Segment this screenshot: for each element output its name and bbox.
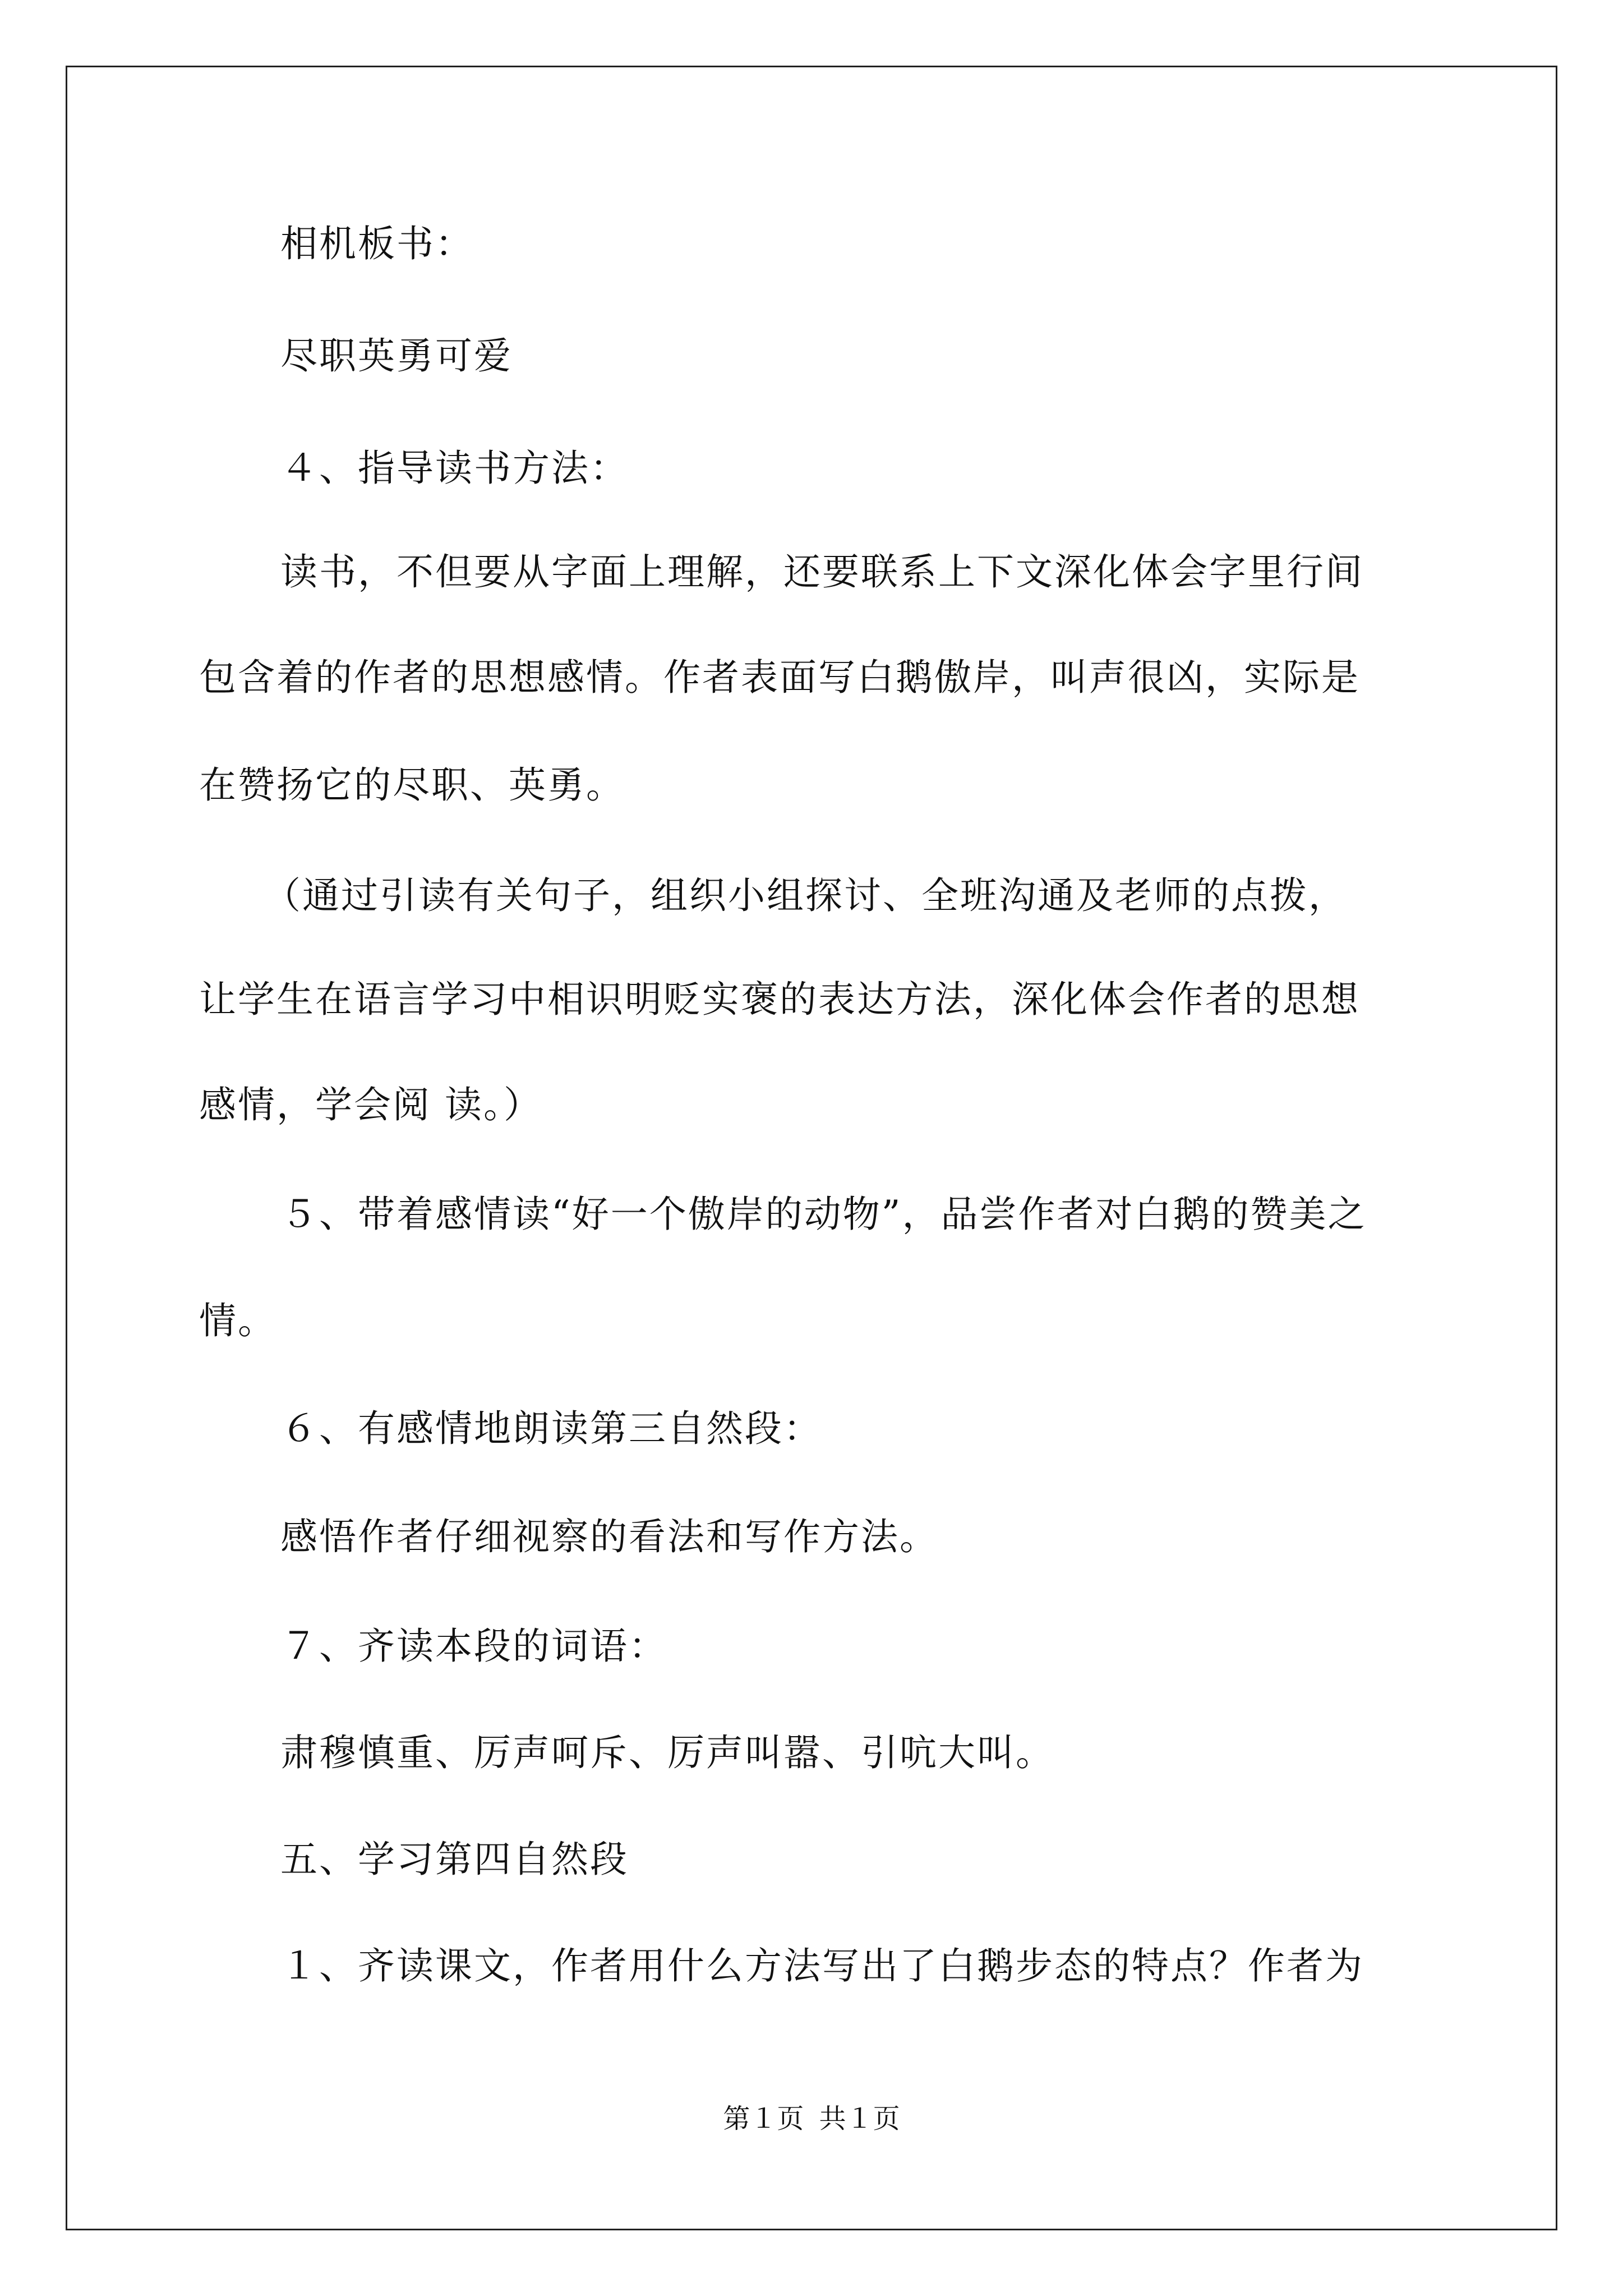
text-line-17: １、齐读课文，作者用什么方法写出了白鹅步态的特点？作者为 <box>280 1944 1364 1987</box>
text-line-16: 五、学习第四自然段 <box>280 1838 629 1881</box>
page-border <box>66 66 1557 2230</box>
text-line-13: 感悟作者仔细视察的看法和写作方法。 <box>280 1515 938 1558</box>
text-line-15: 肃穆慎重、厉声呵斥、厉声叫嚣、引吭大叫。 <box>280 1731 1054 1774</box>
text-line-2: 尽职英勇可爱 <box>280 334 513 378</box>
text-line-5: 包含着的作者的思想感情。作者表面写白鹅傲岸，叫声很凶，实际是 <box>199 656 1360 699</box>
text-line-12: ６、有感情地朗读第三自然段： <box>280 1407 822 1450</box>
text-line-1: 相机板书： <box>280 222 474 265</box>
text-line-7: （通过引读有关句子，组织小组探讨、全班沟通及老师的点拨， <box>264 874 1347 917</box>
text-line-3: ４、指导读书方法： <box>280 447 629 490</box>
text-line-4: 读书，不但要从字面上理解，还要联系上下文深化体会字里行间 <box>280 550 1364 593</box>
page-total: 共１页 <box>819 2103 900 2134</box>
page-number: 第１页 <box>723 2103 804 2134</box>
text-line-10: ５、带着感情读“好一个傲岸的动物”，品尝作者对白鹅的赞美之 <box>280 1193 1367 1236</box>
text-line-11: 情。 <box>199 1299 276 1342</box>
text-line-9: 感情，学会阅 读。） <box>199 1083 542 1126</box>
text-line-8: 让学生在语言学习中相识明贬实褒的表达方法，深化体会作者的思想 <box>199 978 1360 1021</box>
page-footer <box>0 2102 1623 2136</box>
text-line-6: 在赞扬它的尽职、英勇。 <box>199 763 625 807</box>
text-line-14: ７、齐读本段的词语： <box>280 1625 667 1668</box>
